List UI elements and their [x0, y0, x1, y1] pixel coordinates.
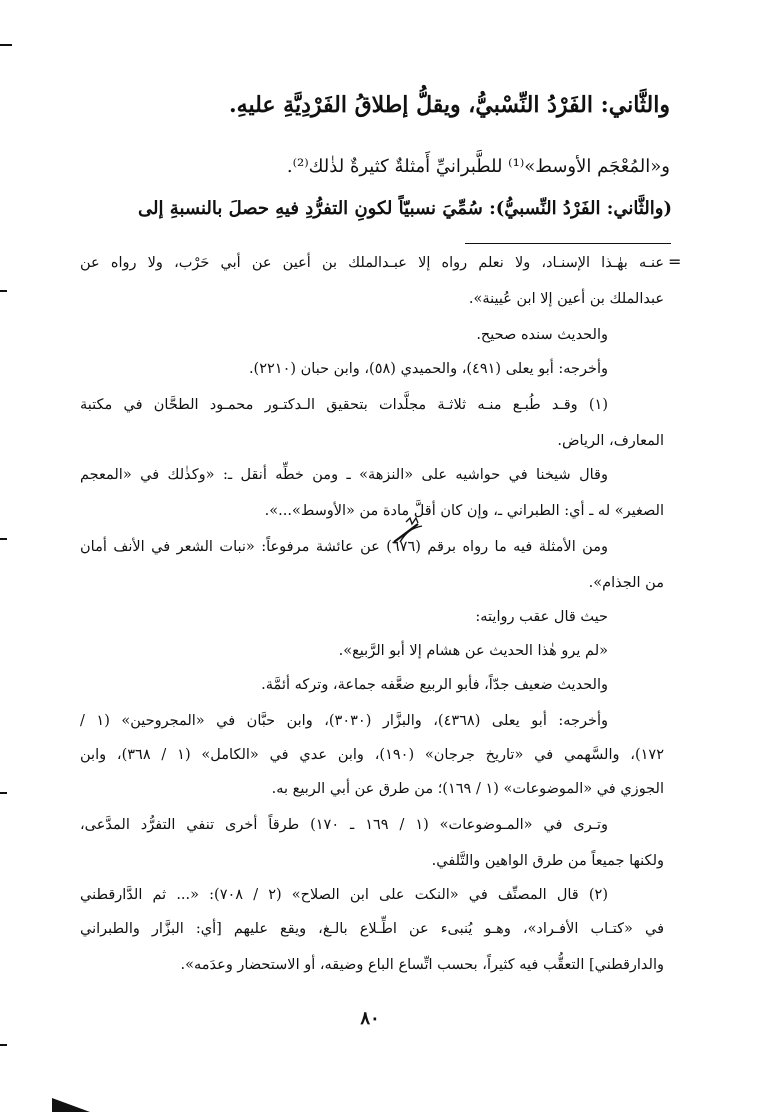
margin-mark-left-3 — [0, 792, 7, 794]
footnote-line: حيث قال عقب روايته: — [475, 609, 608, 625]
footnote-line: ومن الأمثلة فيه ما رواه برقم (٦٧٦) عن عائشة مرفوعاً: «نبات الشعر في الأنف أمان — [80, 539, 608, 555]
footnote-continuation-marker: = — [668, 252, 682, 271]
margin-mark-left-1 — [0, 290, 7, 292]
footnote-line: وأخرجه: أبو يعلى (٤٩١)، والحميدي (٥٨)، وابن حبان (٢٢١٠). — [248, 361, 608, 377]
footnote-line: (٢) قال المصنِّف في «النكت على ابن الصلاح» (٢ / ٧٠٨): «... ثم الدَّارقطني — [80, 887, 608, 903]
footnote-line: وتـرى في «المـوضوعات» (١ / ١٦٩ ـ ١٧٠) طرقاً أخرى تنفي التفرُّد المدَّعى، — [80, 817, 608, 833]
main-text-line-1: و«المُعْجَم الأوسط»⁽¹⁾ للطَّبرانيِّ أَمثلةٌ كثيرةٌ لذٰلك⁽²⁾. — [286, 156, 670, 177]
footnote-line: ١٧٢)، والسَّهمي في «تاريخ جرجان» (١٩٠)، وابن عدي في «الكامل» (١ / ٣٦٨)، وابن — [80, 747, 665, 763]
footnote-line: من الجذام». — [588, 575, 664, 591]
footnote-line: وقال شيخنا في حواشيه على «النزهة» ـ ومن خطِّه أنقل ـ: «وكذٰلك في «المعجم — [80, 467, 608, 483]
footnote-line: والحديث ضعيف جدّاً، فأبو الربيع ضعَّفه جماعة، وتركه أئمَّة. — [261, 677, 608, 693]
handwritten-correction-mark — [388, 516, 434, 546]
footnote-line: في «كتـاب الأفـراد»، وهـو يُنبىء عن اطِّـلاع بالـغ، ويقع عليهم [أي: البزَّار والطبراني — [80, 921, 664, 937]
footnote-line: ولكنها جميعاً من طرق الواهين والتَّلفي. — [431, 853, 664, 869]
footnote-line: عنـه بهٰـذا الإسنـاد، ولا نعلم رواه إلا عبـدالملك بن أعين عن أبي حَرْب، ولا رواه عن — [80, 255, 664, 271]
margin-mark-left-4 — [0, 1044, 7, 1046]
main-text-line-2: (والثَّاني: الفَرْدُ النِّسبيُّ): سُمِّيَ نسبيّاً لكونِ التفرُّدِ فيهِ حصلَ بالنسبةِ إلى — [138, 198, 672, 219]
footnote-line: (١) وقـد طُبـع منـه ثلاثـة مجلَّدات بتحقيق الـدكتـور محمـود الطحَّان في مكتبة — [80, 397, 608, 413]
footnote-line: عبدالملك بن أعين إلا ابن عُيينة». — [468, 291, 664, 307]
footnote-line: والدارقطني] التعقُّب فيه كثيراً، بحسب اتِّساع الباع وضيقه، أو الاستحضار وعدَمه». — [180, 957, 664, 973]
footnote-line: وأخرجه: أبو يعلى (٤٣٦٨)، والبزَّار (٣٠٣٠)، وابن حبَّان في «المجروحين» (١ / — [80, 713, 608, 729]
section-heading: والثَّاني: الفَرْدُ النِّسْبيُّ، ويقلُّ إطلاقُ الفَرْدِيَّةِ عليهِ. — [228, 92, 670, 118]
footnote-separator — [465, 243, 671, 244]
footnote-line: المعارف، الرياض. — [557, 433, 664, 449]
page-number: ٨٠ — [360, 1008, 380, 1029]
footnote-line: الجوزي في «الموضوعات» (١ / ١٦٩)؛ من طرق عن أبي الربيع به. — [271, 781, 664, 797]
footnote-line: والحديث سنده صحيح. — [476, 327, 608, 343]
scan-corner-triangle — [52, 1092, 92, 1114]
footnote-line: «لم يرو هٰذا الحديث عن هشام إلا أبو الرَّبيع». — [338, 643, 608, 659]
margin-mark-left-2 — [0, 538, 7, 540]
margin-mark-top — [0, 44, 12, 46]
footnote-line: الصغير» له ـ أي: الطبراني ـ، وإن كان أقلَّ مادة من «الأوسط»...». — [264, 503, 664, 519]
